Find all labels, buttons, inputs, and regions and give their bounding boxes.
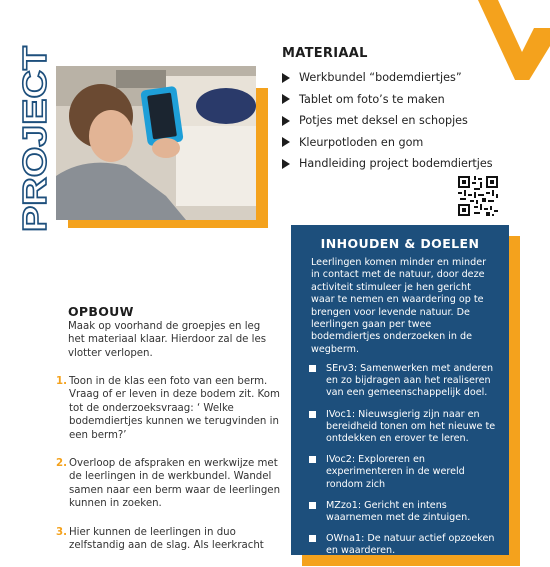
- list-item: [309, 454, 501, 491]
- triangle-bullet-icon: [282, 159, 290, 169]
- step-text: Toon in de klas een foto van een berm. Vraag of er leven in deze bodem zit. Kom tot de onderzoeksvraag: ‘ Welke bodemdiertjes kunnen we terugvinden in een berm?’: [69, 376, 280, 441]
- goals-list: [309, 363, 501, 567]
- opbouw-steps: [56, 375, 286, 567]
- opbouw-intro: Maak op voorhand de groepjes en leg het materiaal klaar. Hierdoor zal de les vlotter verlopen.: [68, 321, 267, 359]
- checkbox-square-icon: [309, 456, 316, 463]
- list-item: [56, 526, 286, 553]
- list-item: [56, 457, 286, 511]
- vertical-page-title: [14, 44, 54, 234]
- list-item: [309, 500, 501, 524]
- inhouden-intro: Leerlingen komen minder en minder in contact met de natuur, door deze activiteit stimuleer je hen gericht waar te nemen en waardering op te brengen voor levende natuur. De leerlingen gaan per twee bodemdiertjes onderzoeken in de wegberm.: [311, 257, 487, 355]
- goal-text: SErv3: Samenwerken met anderen en zo bijdragen aan het realiseren van een gemeenschappelijk doel.: [326, 363, 494, 399]
- materiaal-item-label: Werkbundel “bodemdiertjes”: [299, 71, 462, 85]
- vertical-title-text: PROJECT: [16, 76, 53, 232]
- classroom-photo: [56, 66, 256, 220]
- list-item: [282, 132, 493, 154]
- list-item: [282, 67, 493, 89]
- triangle-bullet-icon: [282, 73, 290, 83]
- list-item: [56, 375, 286, 442]
- triangle-bullet-icon: [282, 94, 290, 104]
- goal-text: OWna1: De natuur actief opzoeken en waarderen.: [326, 533, 495, 557]
- goal-text: IVoc1: Nieuwsgierig zijn naar en bereidheid tonen om het nieuwe te ontdekken en erover te leren.: [326, 408, 496, 445]
- opbouw-title: OPBOUW: [68, 304, 134, 319]
- checkbox-square-icon: [309, 411, 316, 418]
- materiaal-item-label: Tablet om foto’s te maken: [299, 92, 445, 106]
- materiaal-list: [282, 67, 493, 175]
- materiaal-title: MATERIAAL: [282, 46, 368, 61]
- goal-text: MZzo1: Gericht en intens waarnemen met de zintuigen.: [326, 499, 471, 524]
- step-text: Hier kunnen de leerlingen in duo zelfstandig aan de slag. Als leerkracht: [69, 526, 264, 552]
- list-item: [282, 110, 493, 132]
- triangle-bullet-icon: [282, 116, 290, 126]
- checkbox-square-icon: [309, 535, 316, 542]
- step-number: 3.: [56, 526, 67, 538]
- inhouden-title: INHOUDEN & DOELEN: [320, 236, 480, 251]
- materiaal-item-label: Handleiding project bodemdiertjes: [299, 157, 493, 171]
- step-number: 2.: [56, 458, 67, 470]
- list-item: [282, 89, 493, 111]
- inhouden-doelen-panel: [291, 225, 509, 555]
- list-item: [309, 363, 501, 400]
- checkbox-square-icon: [309, 502, 316, 509]
- goal-text: IVoc2: Exploreren en experimenteren in de wereld rondom zich: [326, 454, 465, 490]
- materiaal-item-label: Potjes met deksel en schopjes: [299, 114, 468, 128]
- checkbox-square-icon: [309, 365, 316, 372]
- step-number: 1.: [56, 376, 67, 387]
- triangle-bullet-icon: [282, 137, 290, 147]
- list-item: [309, 409, 501, 446]
- list-item: [282, 153, 493, 175]
- qr-code-icon[interactable]: [458, 176, 498, 216]
- list-item: [309, 533, 501, 557]
- materiaal-item-label: Kleurpotloden en gom: [299, 135, 424, 149]
- step-text: Overloop de afspraken en werkwijze met de leerlingen in de werkbundel. Wandel samen naar een berm waar de leerlingen kunnen in zoeken.: [69, 458, 281, 510]
